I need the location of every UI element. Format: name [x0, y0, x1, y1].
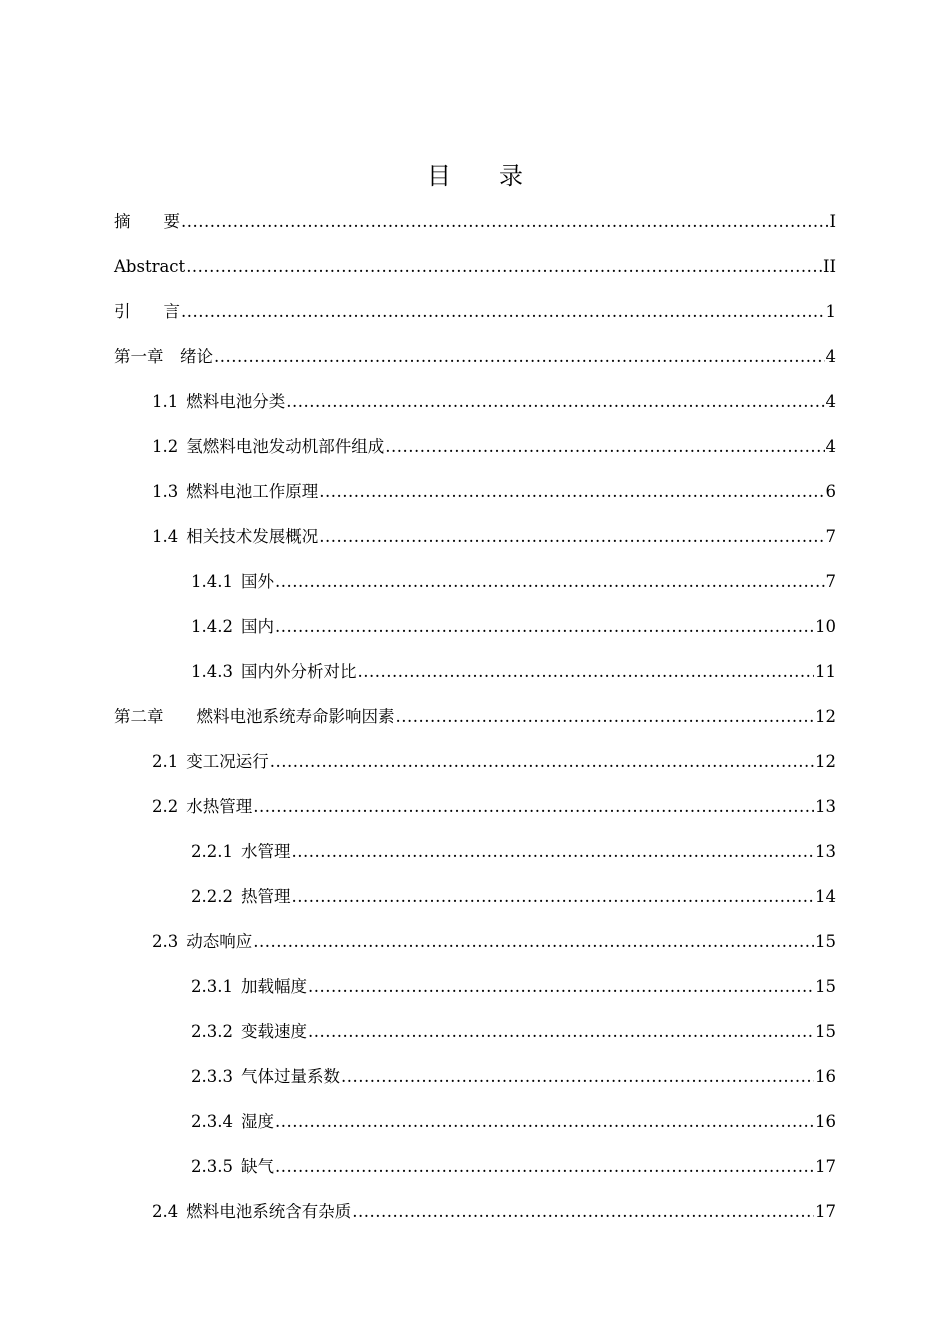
- toc-entry-page-number: 17: [815, 1156, 836, 1176]
- toc-entry-page-number: 15: [815, 931, 836, 951]
- toc-entry-label: 燃料电池分类: [186, 391, 286, 411]
- toc-entry-page-number: 14: [815, 886, 836, 906]
- toc-entry[interactable]: [0, 514, 950, 559]
- dot-leader: [214, 347, 825, 367]
- toc-entry-content: [152, 437, 836, 457]
- toc-entry-page-number: 15: [815, 1021, 836, 1041]
- title-char-right: 录: [499, 162, 523, 190]
- toc-entry-page-number: 16: [815, 1066, 836, 1086]
- toc-entry[interactable]: [0, 244, 950, 289]
- toc-entry-label: 动态响应: [186, 931, 253, 951]
- page-title: [0, 156, 950, 191]
- dot-leader: [291, 842, 814, 862]
- toc-entry-label: Abstract: [114, 256, 186, 276]
- toc-entry-page-number: 1: [825, 301, 836, 321]
- dot-leader: [341, 1067, 814, 1087]
- toc-entry-content: [152, 932, 836, 952]
- toc-entry-label: 燃料电池系统寿命影响因素: [163, 706, 395, 726]
- toc-entry-content: [152, 1202, 836, 1222]
- toc-entry-label: 国外: [240, 571, 274, 591]
- dot-leader: [181, 212, 828, 232]
- toc-entry[interactable]: [0, 739, 950, 784]
- toc-entry[interactable]: [0, 334, 950, 379]
- toc-entry[interactable]: [0, 604, 950, 649]
- toc-entry-label: 水管理: [240, 841, 291, 861]
- toc-entry-label: 国内外分析对比: [240, 661, 357, 681]
- toc-entry-label: 变工况运行: [186, 751, 269, 771]
- toc-entry-number: 2.2: [152, 796, 179, 816]
- dot-leader: [275, 1112, 814, 1132]
- toc-entry-page-number: 17: [815, 1201, 836, 1221]
- toc-entry-number: 1.4.3: [191, 661, 233, 681]
- toc-entry-page-number: II: [822, 256, 836, 276]
- toc-entry-content: [191, 977, 836, 997]
- toc-entry-label: 燃料电池系统含有杂质: [186, 1201, 352, 1221]
- toc-entry-content: [191, 572, 836, 592]
- toc-entry-page-number: 12: [815, 751, 836, 771]
- toc-entry-number: 第二章: [114, 706, 164, 726]
- toc-entry[interactable]: [0, 1189, 950, 1234]
- toc-entry[interactable]: [0, 784, 950, 829]
- dot-leader: [186, 257, 822, 277]
- dot-leader: [308, 1022, 814, 1042]
- toc-entry[interactable]: [0, 919, 950, 964]
- toc-entry-number: 第一章: [114, 346, 164, 366]
- dot-leader: [181, 302, 825, 322]
- toc-entry-label: 摘 要: [114, 211, 180, 231]
- toc-entry-label: 燃料电池工作原理: [186, 481, 319, 501]
- toc-entry-number: 2.3: [152, 931, 179, 951]
- toc-entry[interactable]: [0, 649, 950, 694]
- dot-leader: [270, 752, 814, 772]
- toc-entry-content: [191, 842, 836, 862]
- dot-leader: [319, 527, 824, 547]
- toc-entry-content: [114, 707, 836, 727]
- toc-entry-number: 2.2.1: [191, 841, 233, 861]
- dot-leader: [352, 1202, 814, 1222]
- toc-entry-content: [191, 617, 836, 637]
- toc-entry-page-number: 12: [815, 706, 836, 726]
- toc-entry-label: 加载幅度: [240, 976, 307, 996]
- toc-entry-number: 1.2: [152, 436, 179, 456]
- toc-entry[interactable]: [0, 1009, 950, 1054]
- toc-entry-label: 湿度: [240, 1111, 274, 1131]
- toc-entry-page-number: 15: [815, 976, 836, 996]
- toc-entry-number: 1.4.1: [191, 571, 233, 591]
- toc-entry[interactable]: [0, 1099, 950, 1144]
- toc-entry-content: [152, 482, 836, 502]
- toc-entry-number: 1.3: [152, 481, 179, 501]
- toc-entry-content: [191, 662, 836, 682]
- toc-entry-page-number: 4: [825, 346, 836, 366]
- toc-entry-page-number: 4: [825, 436, 836, 456]
- toc-entry-label: 气体过量系数: [240, 1066, 340, 1086]
- toc-entry-page-number: 16: [815, 1111, 836, 1131]
- toc-entry[interactable]: [0, 1054, 950, 1099]
- toc-entry-page-number: 7: [825, 571, 836, 591]
- dot-leader: [275, 1157, 814, 1177]
- toc-entry-number: 2.4: [152, 1201, 179, 1221]
- toc-entry-content: [114, 347, 836, 367]
- toc-entry-number: 2.3.5: [191, 1156, 233, 1176]
- toc-entry-number: 2.2.2: [191, 886, 233, 906]
- toc-entry[interactable]: [0, 424, 950, 469]
- title-char-left: 目: [427, 162, 451, 190]
- toc-entry-page-number: 7: [825, 526, 836, 546]
- toc-entry-content: [114, 302, 836, 322]
- toc-entry-label: 国内: [240, 616, 274, 636]
- table-of-contents: [0, 199, 950, 1234]
- toc-entry-page-number: 11: [815, 661, 836, 681]
- toc-entry-number: 2.3.2: [191, 1021, 233, 1041]
- toc-entry-label: 相关技术发展概况: [186, 526, 319, 546]
- toc-entry-label: 水热管理: [186, 796, 253, 816]
- toc-entry-label: 氢燃料电池发动机部件组成: [186, 436, 385, 456]
- toc-entry-content: [152, 797, 836, 817]
- dot-leader: [319, 482, 824, 502]
- dot-leader: [396, 707, 815, 727]
- toc-entry-content: [152, 527, 836, 547]
- toc-entry-number: 2.3.4: [191, 1111, 233, 1131]
- toc-entry[interactable]: [0, 829, 950, 874]
- toc-entry-label: 热管理: [240, 886, 291, 906]
- toc-entry-page-number: 4: [825, 391, 836, 411]
- toc-entry-number: 1.4: [152, 526, 179, 546]
- toc-entry-label: 绪论: [163, 346, 213, 366]
- toc-entry-number: 2.3.3: [191, 1066, 233, 1086]
- toc-entry-label: 变载速度: [240, 1021, 307, 1041]
- dot-leader: [275, 617, 814, 637]
- toc-entry-number: 2.1: [152, 751, 179, 771]
- toc-entry-page-number: 10: [815, 616, 836, 636]
- toc-entry-number: 1.1: [152, 391, 179, 411]
- toc-entry[interactable]: [0, 559, 950, 604]
- dot-leader: [385, 437, 824, 457]
- toc-entry[interactable]: [0, 964, 950, 1009]
- dot-leader: [357, 662, 814, 682]
- toc-entry[interactable]: [0, 1144, 950, 1189]
- dot-leader: [286, 392, 824, 412]
- toc-entry[interactable]: [0, 469, 950, 514]
- toc-entry-content: [114, 257, 836, 277]
- dot-leader: [275, 572, 825, 592]
- dot-leader: [308, 977, 814, 997]
- toc-entry[interactable]: [0, 874, 950, 919]
- toc-entry-content: [191, 887, 836, 907]
- toc-entry-number: 2.3.1: [191, 976, 233, 996]
- toc-entry-content: [191, 1067, 836, 1087]
- toc-entry-content: [191, 1022, 836, 1042]
- toc-entry-content: [191, 1157, 836, 1177]
- toc-entry-page-number: 13: [815, 841, 836, 861]
- toc-entry-page-number: 13: [815, 796, 836, 816]
- toc-entry[interactable]: [0, 694, 950, 739]
- toc-entry-label: 引 言: [114, 301, 180, 321]
- dot-leader: [253, 932, 814, 952]
- toc-entry[interactable]: [0, 199, 950, 244]
- toc-entry-number: 1.4.2: [191, 616, 233, 636]
- toc-entry-page-number: I: [829, 211, 836, 231]
- toc-entry-content: [152, 752, 836, 772]
- dot-leader: [291, 887, 814, 907]
- toc-entry[interactable]: [0, 379, 950, 424]
- toc-entry-page-number: 6: [825, 481, 836, 501]
- toc-entry[interactable]: [0, 289, 950, 334]
- toc-entry-content: [152, 392, 836, 412]
- toc-entry-content: [191, 1112, 836, 1132]
- toc-entry-content: [114, 212, 836, 232]
- dot-leader: [253, 797, 814, 817]
- toc-entry-label: 缺气: [240, 1156, 274, 1176]
